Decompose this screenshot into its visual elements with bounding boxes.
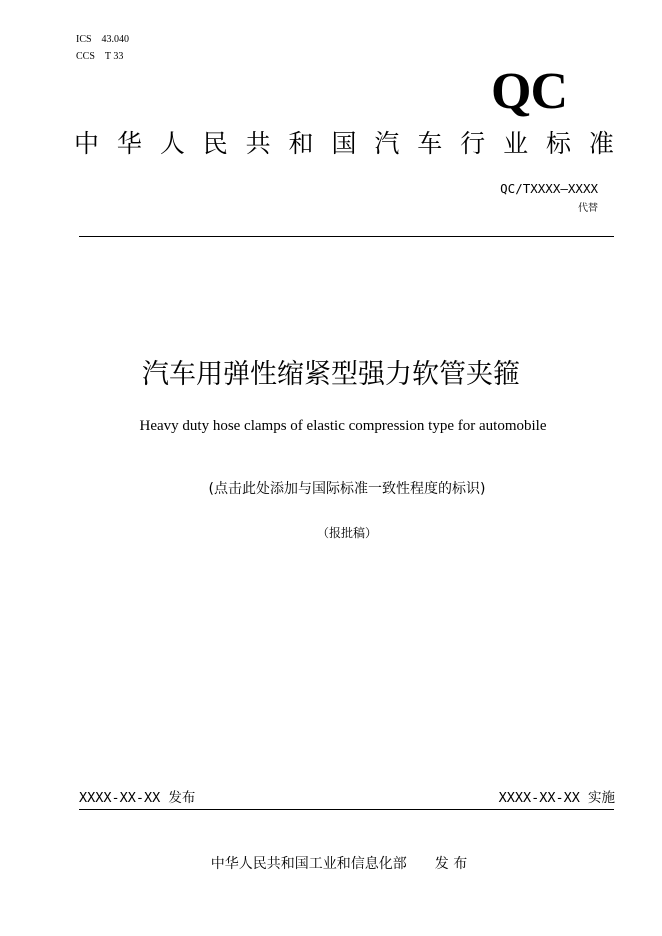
standard-name-char: 华 [116,129,142,158]
standard-name-char: 业 [503,129,529,158]
standard-name-char: 准 [588,129,614,158]
publisher: 中华人民共和国工业和信息化部 发 布 [210,856,468,872]
ics-code: ICS 43.040 [76,34,130,45]
standard-name-char: 共 [245,129,271,158]
document-title-cn: 汽车用弹性缩紧型强力软管夹箍 [142,359,520,390]
standard-name-char: 车 [417,129,443,158]
standard-category-name [74,128,614,160]
implementation-date: XXXX-XX-XX 实施 [498,790,615,806]
standard-number: QC/TXXXX—XXXX [500,181,598,196]
standard-name-char: 民 [202,129,228,158]
issue-date: XXXX-XX-XX 发布 [79,790,196,806]
header-divider [79,236,614,237]
ccs-code: CCS T 33 [76,51,124,62]
footer-divider [79,809,614,810]
standard-name-char: 和 [288,129,314,158]
document-title-en: Heavy duty hose clamps of elastic compression type for automobile [139,418,547,434]
standard-name-char: 行 [460,129,486,158]
draft-status: （报批稿） [316,526,377,540]
standard-name-char: 标 [545,129,571,158]
standard-name-char: 中 [74,129,100,158]
replaces-label: 代替 [578,203,598,214]
standard-name-char: 国 [331,129,357,158]
standard-name-char: 人 [159,129,185,158]
consistency-note[interactable]: (点击此处添加与国际标准一致性程度的标识) [208,481,486,497]
qc-logo: QC [491,63,567,120]
standard-name-char: 汽 [374,129,400,158]
